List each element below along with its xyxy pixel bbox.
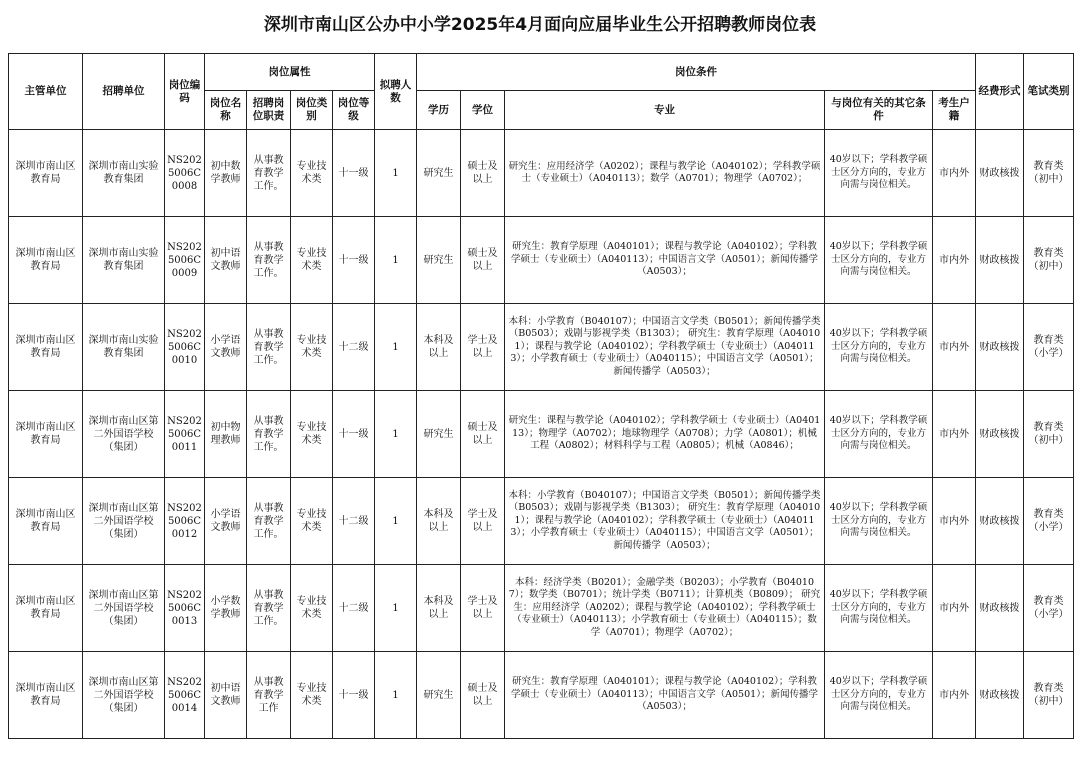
cell-major: 研究生：应用经济学（A0202）；课程与教学论（A040102）；学科教学硕士（专业硕士）（A040113）；数学（A0701）；物理学（A0702）； [505,130,825,217]
header-attr-duty: 招聘岗位职责 [247,91,291,130]
header-fund: 经费形式 [976,54,1024,130]
cell-type: 专业技术类 [291,304,333,391]
cell-level: 十一级 [333,652,375,739]
cell-exam: 教育类（初中） [1024,217,1074,304]
cell-major: 研究生：教育学原理（A040101）；课程与教学论（A040102）；学科教学硕士（专业硕士）（A040113）；中国语言文学（A0501）；新闻传播学（A0503）； [505,652,825,739]
header-major: 专业 [505,91,825,130]
cell-zhaopin: 深圳市南山区第二外国语学校（集团） [83,565,165,652]
cell-code: NS2025006C0013 [165,565,205,652]
header-zhaopin: 招聘单位 [83,54,165,130]
cell-fund: 财政核拨 [976,652,1024,739]
cell-type: 专业技术类 [291,652,333,739]
cell-name: 小学语文教师 [205,478,247,565]
cell-zhuguan: 深圳市南山区教育局 [9,304,83,391]
cell-zhuguan: 深圳市南山区教育局 [9,565,83,652]
header-edu: 学历 [417,91,461,130]
cell-hukou: 市内外 [933,652,976,739]
positions-table [8,53,1074,739]
cell-fund: 财政核拨 [976,130,1024,217]
cell-major: 研究生：课程与教学论（A040102）；学科教学硕士（专业硕士）（A040113）；物理学（A0702）；地球物理学（A0708）；力学（A0801）；机械工程（A0802）；材料科学与工程（A0805）；机械（A0846）； [505,391,825,478]
cell-duty: 从事教育教学工作。 [247,565,291,652]
cell-hukou: 市内外 [933,304,976,391]
cell-fund: 财政核拨 [976,391,1024,478]
cell-edu: 本科及以上 [417,565,461,652]
header-attr: 岗位属性 [205,54,375,91]
cell-code: NS2025006C0008 [165,130,205,217]
cell-count: 1 [375,652,417,739]
cell-major: 本科：经济学类（B0201）；金融学类（B0203）；小学教育（B040107）；数学类（B0701）；统计学类（B0711）；计算机类（B0809）； 研究生：应用经济学（A0202）；课程与教学论（A040102）；学科教学硕士（专业硕士）（A040113）；小学教育硕士（专业硕士）（A040115）；数学（A0701）；物理学（A0702）； [505,565,825,652]
cell-type: 专业技术类 [291,565,333,652]
header-attr-level: 岗位等级 [333,91,375,130]
cell-level: 十一级 [333,217,375,304]
table-row [9,652,1074,739]
cell-hukou: 市内外 [933,565,976,652]
cell-zhuguan: 深圳市南山区教育局 [9,478,83,565]
cell-degree: 学士及以上 [461,304,505,391]
cell-level: 十一级 [333,391,375,478]
cell-edu: 本科及以上 [417,304,461,391]
cell-zhaopin: 深圳市南山区第二外国语学校（集团） [83,478,165,565]
cell-level: 十二级 [333,304,375,391]
header-exam: 笔试类别 [1024,54,1074,130]
table-row [9,304,1074,391]
cell-exam: 教育类（小学） [1024,478,1074,565]
cell-major: 本科：小学教育（B040107）；中国语言文学类（B0501）；新闻传播学类（B0503）；戏剧与影视学类（B1303）； 研究生：教育学原理（A040101）；课程与教学论（A040102）；学科教学硕士（专业硕士）（A040113）；小学教育硕士（专业硕士）（A040115）；中国语言文学（A0501）；新闻传播学（A0503）； [505,478,825,565]
cell-zhuguan: 深圳市南山区教育局 [9,652,83,739]
cell-name: 小学数学教师 [205,565,247,652]
cell-other: 40岁以下；学科教学硕士区分方向的，专业方向需与岗位相关。 [825,130,933,217]
cell-degree: 硕士及以上 [461,217,505,304]
header-count: 拟聘人数 [375,54,417,130]
table-row [9,391,1074,478]
cell-edu: 研究生 [417,391,461,478]
cell-other: 40岁以下；学科教学硕士区分方向的，专业方向需与岗位相关。 [825,304,933,391]
cell-other: 40岁以下；学科教学硕士区分方向的，专业方向需与岗位相关。 [825,217,933,304]
cell-edu: 研究生 [417,130,461,217]
cell-zhaopin: 深圳市南山区第二外国语学校（集团） [83,652,165,739]
cell-level: 十二级 [333,565,375,652]
cell-zhuguan: 深圳市南山区教育局 [9,391,83,478]
cell-name: 初中语文教师 [205,652,247,739]
header-other: 与岗位有关的其它条件 [825,91,933,130]
header-cond: 岗位条件 [417,54,976,91]
cell-count: 1 [375,217,417,304]
cell-zhaopin: 深圳市南山实验教育集团 [83,304,165,391]
cell-exam: 教育类（小学） [1024,304,1074,391]
cell-exam: 教育类（初中） [1024,130,1074,217]
header-attr-type: 岗位类别 [291,91,333,130]
cell-name: 初中语文教师 [205,217,247,304]
cell-type: 专业技术类 [291,217,333,304]
table-row [9,130,1074,217]
cell-exam: 教育类（初中） [1024,391,1074,478]
table-row [9,565,1074,652]
cell-type: 专业技术类 [291,478,333,565]
cell-duty: 从事教育教学工作。 [247,391,291,478]
cell-degree: 学士及以上 [461,478,505,565]
cell-hukou: 市内外 [933,478,976,565]
cell-zhaopin: 深圳市南山区第二外国语学校（集团） [83,391,165,478]
cell-type: 专业技术类 [291,130,333,217]
table-row [9,217,1074,304]
header-degree: 学位 [461,91,505,130]
cell-fund: 财政核拨 [976,304,1024,391]
cell-other: 40岁以下；学科教学硕士区分方向的，专业方向需与岗位相关。 [825,565,933,652]
cell-degree: 硕士及以上 [461,391,505,478]
cell-degree: 学士及以上 [461,565,505,652]
cell-other: 40岁以下；学科教学硕士区分方向的，专业方向需与岗位相关。 [825,478,933,565]
cell-count: 1 [375,304,417,391]
header-attr-name: 岗位名称 [205,91,247,130]
cell-count: 1 [375,391,417,478]
cell-hukou: 市内外 [933,391,976,478]
cell-level: 十二级 [333,478,375,565]
cell-major: 本科：小学教育（B040107）；中国语言文学类（B0501）；新闻传播学类（B0503）；戏剧与影视学类（B1303）； 研究生：教育学原理（A040101）；课程与教学论（A040102）；学科教学硕士（专业硕士）（A040113）；小学教育硕士（专业硕士）（A040115）；中国语言文学（A0501）；新闻传播学（A0503）； [505,304,825,391]
cell-zhuguan: 深圳市南山区教育局 [9,130,83,217]
cell-duty: 从事教育教学工作。 [247,130,291,217]
cell-fund: 财政核拨 [976,217,1024,304]
cell-fund: 财政核拨 [976,478,1024,565]
cell-code: NS2025006C0014 [165,652,205,739]
cell-hukou: 市内外 [933,217,976,304]
cell-duty: 从事教育教学工作。 [247,478,291,565]
cell-name: 小学语文教师 [205,304,247,391]
cell-name: 初中数学教师 [205,130,247,217]
cell-code: NS2025006C0011 [165,391,205,478]
cell-exam: 教育类（初中） [1024,652,1074,739]
cell-fund: 财政核拨 [976,565,1024,652]
cell-count: 1 [375,130,417,217]
cell-edu: 研究生 [417,217,461,304]
cell-zhaopin: 深圳市南山实验教育集团 [83,217,165,304]
cell-other: 40岁以下；学科教学硕士区分方向的，专业方向需与岗位相关。 [825,391,933,478]
cell-zhuguan: 深圳市南山区教育局 [9,217,83,304]
cell-edu: 本科及以上 [417,478,461,565]
table-row [9,478,1074,565]
page-title: 深圳市南山区公办中小学2025年4月面向应届毕业生公开招聘教师岗位表 [263,15,817,35]
cell-code: NS2025006C0010 [165,304,205,391]
cell-type: 专业技术类 [291,391,333,478]
cell-count: 1 [375,565,417,652]
cell-major: 研究生：教育学原理（A040101）；课程与教学论（A040102）；学科教学硕士（专业硕士）（A040113）；中国语言文学（A0501）；新闻传播学（A0503）； [505,217,825,304]
cell-exam: 教育类（小学） [1024,565,1074,652]
cell-duty: 从事教育教学工作 [247,652,291,739]
cell-level: 十一级 [333,130,375,217]
header-code: 岗位编码 [165,54,205,130]
cell-degree: 硕士及以上 [461,652,505,739]
cell-zhaopin: 深圳市南山实验教育集团 [83,130,165,217]
cell-duty: 从事教育教学工作。 [247,217,291,304]
cell-hukou: 市内外 [933,130,976,217]
header-hukou: 考生户籍 [933,91,976,130]
cell-code: NS2025006C0009 [165,217,205,304]
cell-edu: 研究生 [417,652,461,739]
header-zhuguan: 主管单位 [9,54,83,130]
cell-name: 初中物理教师 [205,391,247,478]
cell-duty: 从事教育教学工作。 [247,304,291,391]
cell-other: 40岁以下；学科教学硕士区分方向的，专业方向需与岗位相关。 [825,652,933,739]
cell-code: NS2025006C0012 [165,478,205,565]
cell-degree: 硕士及以上 [461,130,505,217]
cell-count: 1 [375,478,417,565]
